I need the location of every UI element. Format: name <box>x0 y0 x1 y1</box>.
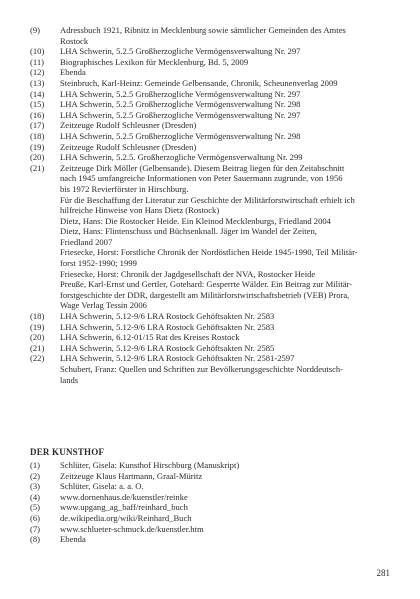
reference-text: Schlüter, Gisela: a. a. O. <box>60 481 144 492</box>
footnote-entry <box>30 142 390 153</box>
footnote-continuation-line: forst 1952-1990; 1999 <box>60 258 137 269</box>
footnote-entry <box>30 120 390 131</box>
reference-entry <box>30 460 390 471</box>
footnote-number: (20) <box>30 152 45 163</box>
footnote-text: LHA Schwerin, 5.2.5 Großherzogliche Vermögensverwaltung Nr. 297 <box>60 109 301 120</box>
footnote-text: Zeitzeuge Rudolf Schleusner (Dresden) <box>60 141 197 152</box>
footnote-number: (11) <box>30 56 44 67</box>
footnote-continuation-line: Wage Verlag Tessin 2006 <box>60 300 147 311</box>
footnote-entry <box>30 332 390 343</box>
footnote-text: Biographisches Lexikon für Mecklenburg, Bd. 5, 2009 <box>60 56 249 67</box>
footnote-continuation-line: Friedland 2007 <box>60 236 113 247</box>
footnote-entry <box>30 46 390 57</box>
footnote-continuation-line: forstgeschichte der DDR, dargestellt am Militärforstwirtschaftsbetrieb (VEB) Prora, <box>60 289 350 300</box>
footnote-entry <box>30 322 390 333</box>
reference-number: (4) <box>30 491 41 502</box>
reference-entry <box>30 481 390 492</box>
footnote-entry <box>30 78 390 89</box>
footnote-continuation-line: bis 1972 Revierförster in Hirschburg. <box>60 183 189 194</box>
reference-entry <box>30 513 390 524</box>
footnote-number: (18) <box>30 130 45 141</box>
footnote-number: (17) <box>30 120 45 131</box>
footnote-number: (18) <box>30 311 45 322</box>
footnote-continuation-line: Preuße, Karl-Ernst und Gertler, Gotehard: Gesperrte Wälder. Ein Beitrag zur Militär- <box>60 279 353 290</box>
footnote-number: (20) <box>30 332 45 343</box>
footnote-continuation-line: Rostock <box>60 35 89 46</box>
reference-number: (7) <box>30 523 41 534</box>
reference-number: (8) <box>30 534 41 545</box>
footnote-continuation-line: Dietz, Hans: Die Rostocker Heide. Ein Kleinod Mecklenburgs, Friedland 2004 <box>60 215 331 226</box>
footnote-text: LHA Schwerin, 5.2.5 Großherzogliche Vermögensverwaltung Nr. 298 <box>60 99 301 110</box>
reference-number: (3) <box>30 481 41 492</box>
footnote-number: (15) <box>30 99 45 110</box>
footnote-text: LHA Schwerin, 5.12-9/6 LRA Rostock Gehöftsakten Nr. 2581-2597 <box>60 353 295 364</box>
footnote-continuation-line: Friesecke, Horst: Forstliche Chronik der Nordöstlichen Heide 1945-1990, Teil Militär- <box>60 247 358 258</box>
footnote-entry <box>30 25 390 36</box>
footnote-text: Adressbuch 1921, Ribnitz in Mecklenburg sowie sämtlicher Gemeinden des Amtes <box>60 25 346 35</box>
reference-entry <box>30 492 390 503</box>
footnote-text: LHA Schwerin, 5.2.5. Großherzogliche Vermögensverwaltung Nr. 299 <box>60 152 303 163</box>
footnote-text: Zeitzeuge Dirk Möller (Gelbensande). Diesem Beitrag liegen für den Zeitabschnitt <box>60 162 345 173</box>
footnote-continuation-line: nach 1945 umfangreiche Informationen von Peter Sauermann zugrunde, von 1956 <box>60 173 343 184</box>
footnote-continuation-line: Schubert, Franz: Quellen und Schriften zur Bevölkerungsgeschichte Norddeutsch- <box>60 364 344 374</box>
footnote-number: (21) <box>30 162 45 173</box>
footnote-number: (19) <box>30 141 45 152</box>
footnote-continuation-line: Friesecke, Horst: Chronik der Jagdgesellschaft der NVA, Rostocker Heide <box>60 268 316 279</box>
footnote-entry <box>30 110 390 121</box>
footnote-number: (16) <box>30 109 45 120</box>
footnote-entry <box>30 353 390 364</box>
footnote-entry <box>30 99 390 110</box>
footnote-entry <box>30 163 390 174</box>
footnote-text: Steinbruch, Karl-Heinz: Gemeinde Gelbensande, Chronik, Scheunenverlag 2009 <box>60 77 338 88</box>
footnote-number: (12) <box>30 67 45 78</box>
footnote-entry <box>30 311 390 322</box>
footnote-text: Zeitzeuge Rudolf Schleusner (Dresden) <box>60 120 197 131</box>
footnote-entry <box>30 152 390 163</box>
footnote-number: (9) <box>30 25 41 35</box>
footnote-number: (10) <box>30 46 45 57</box>
footnote-entry <box>30 89 390 100</box>
reference-number: (2) <box>30 470 41 481</box>
section-reference-list <box>30 460 390 545</box>
footnote-entry <box>30 131 390 142</box>
reference-entry <box>30 502 390 513</box>
reference-text: www.dornenhaus.de/kuenstler/reinke <box>60 491 188 502</box>
footnote-continuation-line: Für die Beschaffung der Literatur zur Geschichte der Militärforstwirtschaft erhielt ich <box>60 194 355 205</box>
page-number: 281 <box>376 568 390 578</box>
reference-entry <box>30 534 390 545</box>
reference-text: de.wikipedia.org/wiki/Reinhard_Buch <box>60 512 192 523</box>
footnote-continuation-line: lands <box>60 374 79 385</box>
footnote-entry <box>30 57 390 68</box>
footnote-text: LHA Schwerin, 5.12-9/6 LRA Rostock Gehöftsakten Nr. 2585 <box>60 342 275 353</box>
footnote-continuation-line: Dietz, Hans: Flintenschuss und Büchsenknall. Jäger im Wandel der Zeiten, <box>60 226 317 237</box>
footnote-continuation-line: hilfreiche Hinweise von Hans Dietz (Rostock) <box>60 205 220 216</box>
reference-text: Zeitzeuge Klaus Hartmann, Graal-Müritz <box>60 470 203 481</box>
footnote-entry <box>30 67 390 78</box>
reference-entry <box>30 524 390 535</box>
footnote-text: LHA Schwerin, 5.2.5 Großherzogliche Vermögensverwaltung Nr. 298 <box>60 130 301 141</box>
footnote-text: LHA Schwerin, 5.2.5 Großherzogliche Vermögensverwaltung Nr. 297 <box>60 88 301 99</box>
footnote-text: LHA Schwerin, 6.12-01/15 Rat des Kreises Rostock <box>60 332 240 343</box>
reference-entry <box>30 471 390 482</box>
footnote-text: LHA Schwerin, 5.12-9/6 LRA Rostock Gehöftsakten Nr. 2583 <box>60 311 275 322</box>
footnote-entry <box>30 343 390 354</box>
reference-number: (6) <box>30 512 41 523</box>
footnote-list <box>30 25 390 385</box>
footnote-number: (22) <box>30 353 45 364</box>
footnote-number: (19) <box>30 321 45 332</box>
footnote-number: (21) <box>30 342 45 353</box>
reference-text: Schlüter, Gisela: Kunsthof Hirschburg (Manuskript) <box>60 460 240 470</box>
footnote-number: (14) <box>30 88 45 99</box>
footnote-text: Ebenda <box>60 67 86 78</box>
footnote-text: LHA Schwerin, 5.2.5 Großherzogliche Vermögensverwaltung Nr. 297 <box>60 46 301 57</box>
reference-text: www.upgang_ag_baff/reinhard_buch <box>60 502 188 513</box>
reference-text: Ebenda <box>60 534 86 545</box>
reference-number: (5) <box>30 502 41 513</box>
reference-number: (1) <box>30 460 41 470</box>
section-title: DER KUNSTHOF <box>30 447 105 457</box>
reference-text: www.schlueter-schmuck.de/kuenstler.htm <box>60 523 204 534</box>
footnote-text: LHA Schwerin, 5.12-9/6 LRA Rostock Gehöftsakten Nr. 2583 <box>60 321 275 332</box>
footnote-number: (13) <box>30 77 45 88</box>
